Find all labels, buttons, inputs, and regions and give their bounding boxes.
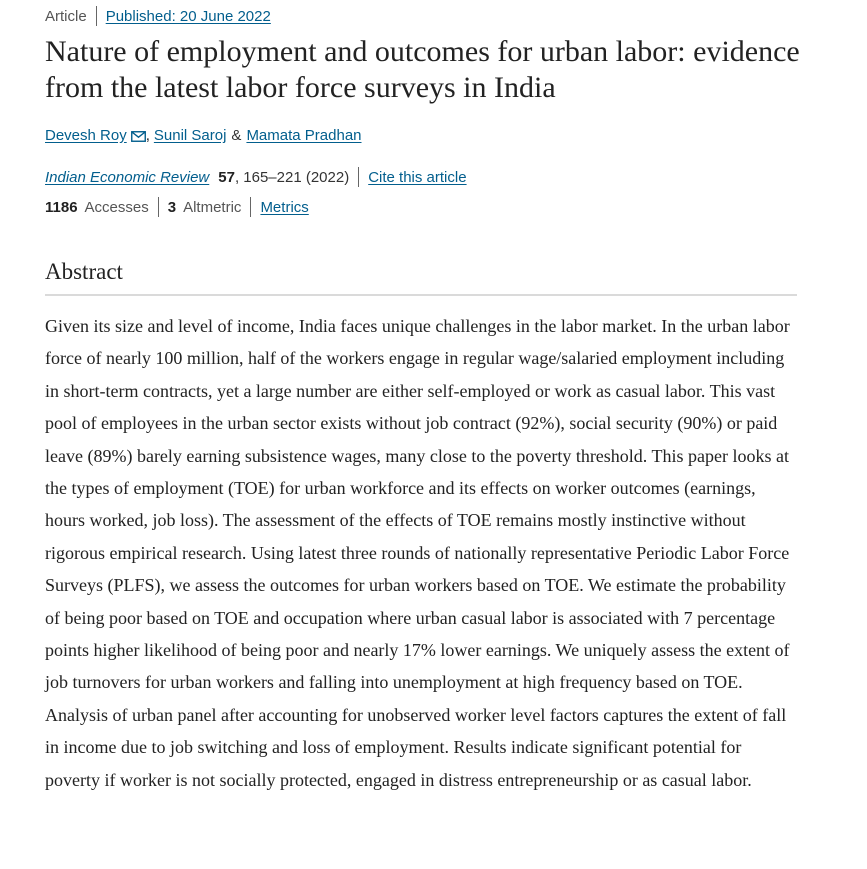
journal-pages: , 165–221 (2022) — [234, 168, 350, 186]
published-date-link[interactable]: Published: 20 June 2022 — [105, 7, 271, 25]
cite-article-link[interactable]: Cite this article — [368, 168, 467, 186]
author-link-roy[interactable]: Devesh Roy — [45, 127, 127, 144]
altmetric-count: 3 — [167, 198, 177, 216]
altmetric-label: Altmetric — [183, 198, 242, 216]
abstract-heading: Abstract — [45, 259, 123, 284]
accesses-label: Accesses — [84, 198, 149, 216]
abstract-text: Given its size and level of income, India faces unique challenges in the labor market. In the urban labor force of nearly 100 million, half of the workers engage in regular wage/salaried employment including in short-term contracts, yet a large number are either self-employed or work as casual labor. This vast pool of employees in the urban sector exists without job contract (92%), social security (90%) or paid leave (89%) barely earning subsistence wages, many close to the poverty threshold. This paper looks at the types of employment (TOE) for urban workforce and its effects on worker outcomes (earnings, hours worked, job loss). The assessment of the effects of TOE remains mostly instinctive without rigorous empirical research. Using latest three rounds of nationally representative Periodic Labor Force Surveys (PLFS), we assess the outcomes for urban workers based on TOE. We estimate the probability of being poor based on TOE and occupation where urban casual labor is associated with 7 percentage points higher likelihood of being poor and nearly 17% lower earnings. We uniquely assess the extent of job turnovers for urban workers and falling into unemployment at high frequency based on TOE. Analysis of urban panel after accounting for unobserved worker level factors captures the extent of fall in income due to job switching and loss of employment. Results indicate significant potential for poverty if worker is not socially protected, engaged in distress entrepreneurship or as casual labor. — [45, 316, 790, 790]
meta-separator — [96, 6, 97, 26]
metrics-separator-2 — [250, 197, 251, 217]
author-list — [45, 126, 362, 146]
citation-row — [45, 167, 467, 187]
article-meta — [45, 6, 271, 26]
mail-icon[interactable] — [131, 128, 146, 139]
metrics-row — [45, 197, 309, 217]
metrics-link[interactable]: Metrics — [260, 198, 309, 216]
author-ampersand: & — [231, 127, 242, 144]
author-comma: , — [145, 127, 150, 144]
article-title: Nature of employment and outcomes for urban labor: evidence from the latest labor force surveys in India — [45, 35, 800, 104]
article-type: Article — [45, 7, 87, 25]
citation-separator — [358, 167, 359, 187]
author-link-saroj[interactable]: Sunil Saroj — [153, 127, 227, 144]
author-link-pradhan[interactable]: Mamata Pradhan — [246, 127, 362, 144]
journal-volume: 57 — [218, 168, 235, 186]
abstract-divider — [45, 294, 797, 296]
journal-link[interactable]: Indian Economic Review — [45, 168, 210, 186]
metrics-separator-1 — [158, 197, 159, 217]
accesses-count: 1186 — [45, 198, 78, 216]
